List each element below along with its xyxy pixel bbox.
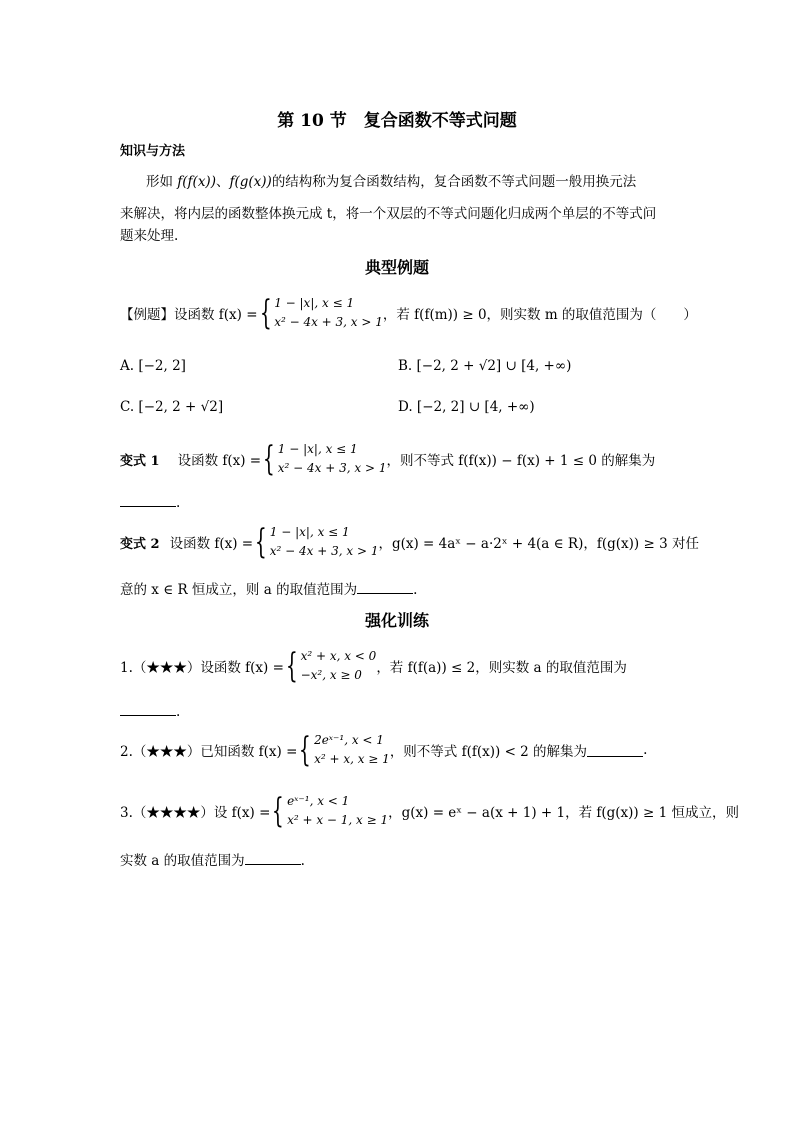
knowledge-text-a: 形如	[146, 174, 173, 190]
question-3-case-2: x² + x − 1, x ≥ 1	[287, 813, 389, 827]
left-brace-icon: {	[272, 791, 285, 831]
variant-1-cases	[278, 440, 387, 478]
variant-2-line-2	[120, 578, 417, 598]
example-case-2: x² − 4x + 3, x > 1	[274, 315, 383, 329]
training-heading: 强化训练	[364, 611, 429, 630]
knowledge-line-2: 来解决，将内层的函数整体换元成 t，将一个双层的不等式问题化归成两个单层的不等式问	[120, 206, 657, 222]
question-2-end: .	[643, 742, 648, 758]
answer-blank	[357, 581, 413, 594]
question-3-tail: ，g(x) = eˣ − a(x + 1) + 1，若 f(g(x)) ≥ 1 恒成立，则	[388, 805, 739, 821]
example-piecewise	[258, 294, 383, 332]
question-1-tail: ，若 f(f(a)) ≤ 2，则实数 a 的取值范围为	[376, 660, 627, 676]
variant-1-label: 变式 1	[120, 453, 160, 469]
typical-heading: 典型例题	[364, 258, 429, 277]
question-1-case-1: x² + x, x < 0	[300, 649, 377, 663]
left-brace-icon: {	[299, 730, 312, 770]
variant-1-end: .	[176, 495, 181, 511]
answer-blank	[587, 744, 643, 757]
variant-1-case-2: x² − 4x + 3, x > 1	[277, 461, 387, 475]
knowledge-line-3: 题来处理.	[120, 228, 179, 244]
knowledge-heading: 知识与方法	[120, 144, 186, 159]
left-brace-icon: {	[285, 646, 298, 686]
answer-blank	[120, 494, 176, 507]
question-2-piecewise	[297, 731, 389, 769]
left-brace-icon: {	[254, 522, 267, 562]
question-3-piecewise	[270, 792, 388, 830]
example-tail: ，若 f(f(m)) ≥ 0，则实数 m 的取值范围为（ ）	[382, 307, 697, 323]
variant-1-case-1: 1 − |x|, x ≤ 1	[277, 442, 358, 456]
question-2-cases	[314, 731, 390, 769]
variant-2-line-2-text: 意的 x ∈ R 恒成立，则 a 的取值范围为	[120, 582, 358, 598]
question-1-lead: 1.（★★★）设函数 f(x) =	[120, 660, 284, 676]
example-case-1: 1 − |x|, x ≤ 1	[274, 296, 355, 310]
left-brace-icon: {	[259, 293, 272, 333]
question-3-cases	[287, 792, 388, 830]
example-lead: 设函数 f(x) =	[174, 307, 258, 323]
choice-b: B. [−2, 2 + √2] ∪ [4, +∞)	[398, 358, 572, 374]
choice-c: C. [−2, 2 + √2]	[120, 399, 224, 415]
question-3	[120, 790, 739, 832]
example-label: 【例题】	[120, 307, 174, 323]
question-3-case-1: eˣ⁻¹, x < 1	[287, 794, 350, 808]
question-1-piecewise	[284, 647, 376, 685]
example-question	[120, 292, 697, 334]
knowledge-formula-fgx: f(g(x))	[229, 174, 272, 190]
variant-2-end: .	[413, 582, 418, 598]
choice-d: D. [−2, 2] ∪ [4, +∞)	[398, 399, 535, 415]
choice-a: A. [−2, 2]	[120, 358, 186, 374]
answer-blank	[245, 852, 301, 865]
variant-2-cases	[270, 523, 379, 561]
knowledge-text-b: 的结构称为复合函数结构，复合函数不等式问题一般用换元法	[271, 174, 637, 190]
variant-2-case-1: 1 − |x|, x ≤ 1	[269, 525, 350, 539]
variant-2-piecewise	[253, 523, 378, 561]
question-3-line-2-text: 实数 a 的取值范围为	[120, 853, 245, 869]
question-2-case-2: x² + x, x ≥ 1	[314, 752, 390, 766]
variant-1-question	[120, 438, 655, 480]
variant-2-question	[120, 521, 699, 563]
example-cases	[274, 294, 383, 332]
question-2	[120, 729, 647, 771]
variant-1-lead: 设函数 f(x) =	[177, 453, 262, 469]
answer-blank	[120, 703, 176, 716]
question-1-cases	[301, 647, 377, 685]
question-1-end: .	[176, 704, 181, 720]
question-1-case-2: −x², x ≥ 0	[300, 668, 362, 682]
variant-1-piecewise	[261, 440, 386, 478]
variant-2-lead: 设函数 f(x) =	[169, 536, 254, 552]
page-title: 第 10 节 复合函数不等式问题	[277, 111, 517, 131]
left-brace-icon: {	[262, 439, 275, 479]
variant-1-answer-line	[120, 494, 180, 511]
question-2-lead: 2.（★★★）已知函数 f(x) =	[120, 744, 298, 760]
question-3-end: .	[300, 853, 305, 869]
variant-2-tail: ，g(x) = 4aˣ − a·2ˣ + 4(a ∈ R)，f(g(x)) ≥ 3 对任	[378, 536, 699, 552]
question-2-tail: ，则不等式 f(f(x)) < 2 的解集为	[389, 744, 588, 760]
question-3-line-2	[120, 849, 305, 869]
knowledge-separator: 、	[215, 174, 230, 190]
question-1	[120, 645, 627, 687]
question-1-answer-line	[120, 703, 180, 720]
variant-1-tail: ，则不等式 f(f(x)) − f(x) + 1 ≤ 0 的解集为	[386, 453, 656, 469]
knowledge-line-1	[146, 170, 636, 190]
question-3-lead: 3.（★★★★）设 f(x) =	[120, 805, 271, 821]
question-2-case-1: 2eˣ⁻¹, x < 1	[314, 733, 384, 747]
variant-2-case-2: x² − 4x + 3, x > 1	[269, 544, 379, 558]
variant-2-label: 变式 2	[120, 536, 160, 552]
knowledge-formula-ffx: f(f(x))	[177, 174, 216, 190]
